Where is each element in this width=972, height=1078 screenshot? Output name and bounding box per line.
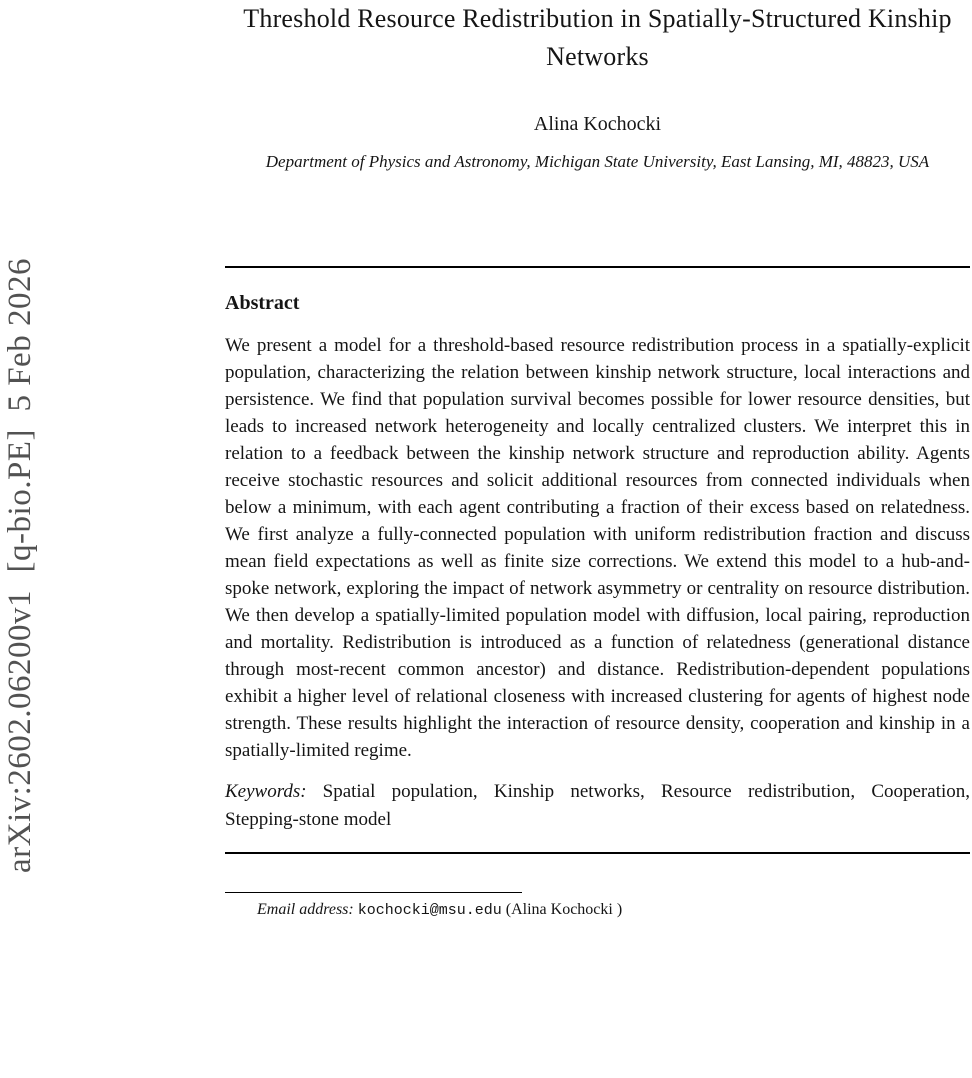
footnote-email-address: kochocki@msu.edu <box>357 902 502 919</box>
paper-title: Threshold Resource Redistribution in Spatially-Structured Kinship Networks <box>243 4 952 71</box>
footnote-rule <box>225 892 522 893</box>
footnote-email-label: Email address: <box>257 901 354 918</box>
abstract-top-rule <box>225 266 970 268</box>
keywords-line <box>225 778 970 834</box>
author-name: Alina Kochocki <box>533 113 662 135</box>
author-affiliation: Department of Physics and Astronomy, Michigan State University, East Lansing, MI, 48823, USA <box>265 152 930 171</box>
abstract-bottom-rule <box>225 852 970 854</box>
arxiv-watermark: arXiv:2602.06200v1 [q-bio.PE] 5 Feb 2026 <box>2 258 38 873</box>
footnote-author-name: (Alina Kochocki ) <box>505 901 623 918</box>
keywords-label: Keywords: <box>225 781 307 802</box>
email-footnote <box>225 899 970 922</box>
abstract-heading: Abstract <box>225 292 300 314</box>
abstract-text: We present a model for a threshold-based resource redistribution process in a spatially-explicit population, characterizing the relation between kinship network structure, local interactions and persistence. We find that population survival becomes possible for lower resource densities, but leads to increased network heterogeneity and locally centralized clusters. We interpret this in relation to a feedback between the kinship network structure and reproduction ability. Agents receive stochastic resources and solicit additional resources from connected individuals when below a minimum, with each agent contributing a fraction of their excess based on relatedness. We first analyze a fully-connected population with uniform redistribution fraction and discuss mean field expectations as well as finite size corrections. We extend this model to a hub-and-spoke network, exploring the impact of network asymmetry or centrality on resource distribution. We then develop a spatially-limited population model with diffusion, local pairing, reproduction and mortality. Redistribution is introduced as a function of relatedness (generational distance through most-recent common ancestor) and distance. Redistribution-dependent populations exhibit a higher level of relational closeness with increased clustering for agents of highest node strength. These results highlight the interaction of resource density, cooperation and kinship in a spatially-limited regime. <box>225 335 970 761</box>
paper-first-page <box>225 0 970 922</box>
keywords-text: Spatial population, Kinship networks, Resource redistribution, Cooperation, Stepping-stone model <box>225 781 970 830</box>
